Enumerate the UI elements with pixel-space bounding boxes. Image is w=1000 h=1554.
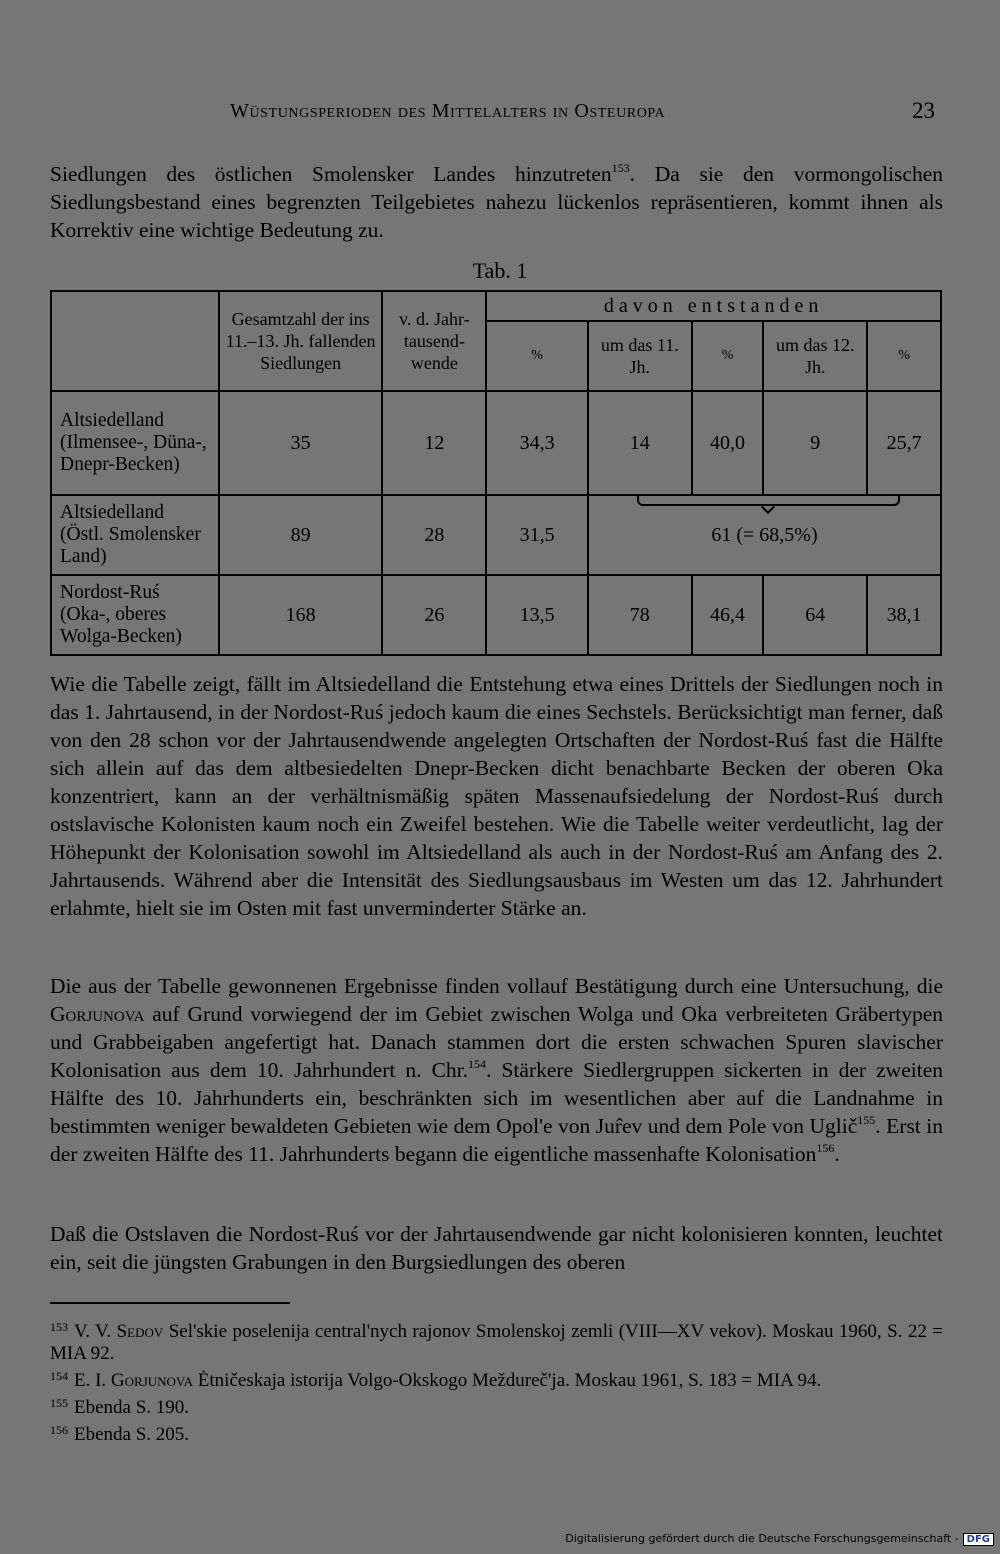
corner-cell xyxy=(51,291,219,391)
header-percent: % xyxy=(692,321,764,391)
footnote xyxy=(50,1392,943,1419)
cell-pct-11th: 40,0 xyxy=(692,391,764,495)
paragraph-text: . Da sie den vormongolischen Siedlungsbestand eines begrenzten Teilgebietes nahezu lückenlos repräsentieren, kommt ihnen als Korrektiv eine wichtige Bedeutung zu. xyxy=(50,162,943,242)
footnote-ref[interactable]: 153 xyxy=(611,161,630,175)
cell-pct-12th: 38,1 xyxy=(867,575,941,655)
page-number: 23 xyxy=(912,98,935,123)
cell-total: 35 xyxy=(219,391,383,495)
cell-before: 26 xyxy=(382,575,486,655)
cell-pct-12th: 25,7 xyxy=(867,391,941,495)
author-name: Gorjunova xyxy=(50,1002,145,1026)
cell-12th: 9 xyxy=(763,391,867,495)
footnote xyxy=(50,1365,943,1392)
combined-value: 61 (= 68,5%) xyxy=(711,524,818,546)
header-percent: % xyxy=(867,321,941,391)
footnote-ref[interactable]: 154 xyxy=(468,1057,487,1071)
cell-pct-11th: 46,4 xyxy=(692,575,764,655)
footnote-text: Sel'skie poselenija central'nych rajonov Smolenskoj zemli (VIII—XV vekov). Moskau 1960, S. 22 = MIA 92. xyxy=(50,1321,944,1364)
cell-12th: 64 xyxy=(763,575,867,655)
settlement-table xyxy=(50,290,942,656)
running-header xyxy=(0,100,1000,130)
cell-pct-before: 34,3 xyxy=(486,391,588,495)
cell-pct-before: 31,5 xyxy=(486,495,588,575)
footnotes xyxy=(50,1316,943,1446)
table-caption: Tab. 1 xyxy=(472,258,528,283)
cell-11th: 14 xyxy=(588,391,692,495)
footnote-ref[interactable]: 156 xyxy=(816,1141,835,1155)
footnote-author: E. I. Gorjunova xyxy=(74,1370,194,1391)
footnote-mark: 154 xyxy=(50,1369,68,1383)
table-row xyxy=(51,495,941,575)
cell-total: 168 xyxy=(219,575,383,655)
cell-pct-before: 13,5 xyxy=(486,575,588,655)
row-region: Altsiedelland (Ilmensee-, Düna-, Dnepr-Becken) xyxy=(51,391,219,495)
paragraph-text: . Erst in der zweiten Hälfte des 11. Jahrhunderts begann die eigentliche massenhafte Kolonisation xyxy=(50,1114,943,1166)
footnote-mark: 153 xyxy=(50,1320,68,1334)
cell-total: 89 xyxy=(219,495,383,575)
header-before-millennium: v. d. Jahr-tausend-wende xyxy=(382,291,486,391)
credit-text: Digitalisierung gefördert durch die Deutsche Forschungsgemeinschaft - xyxy=(565,1532,959,1545)
footnote-text: Ebenda S. 190. xyxy=(74,1397,190,1418)
paragraph-1 xyxy=(50,160,943,244)
paragraph-text: . Stärkere Siedlergruppen sickerten in der zweiten Hälfte des 10. Jahrhunderts ein, beschränkten sich im wesentlichen aber auf die Landnahme in bestimmten weniger bewaldeten Gebieten wie dem Opol'e von Jur̂ev und dem Pole von Uglič xyxy=(50,1058,943,1138)
footnote-mark: 156 xyxy=(50,1423,68,1437)
cell-11th: 78 xyxy=(588,575,692,655)
header-total: Gesamtzahl der ins 11.–13. Jh. fallenden Siedlungen xyxy=(219,291,383,391)
header-percent: % xyxy=(486,321,588,391)
running-title: Wüstungsperioden des Mittelalters in Osteuropa xyxy=(230,100,666,122)
footnote-text: Ebenda S. 205. xyxy=(74,1424,190,1445)
footnote-mark: 155 xyxy=(50,1396,68,1410)
header-davon: davon entstanden xyxy=(486,291,941,321)
paragraph-text: Siedlungen des östlichen Smolensker Landes hinzutreten xyxy=(50,162,612,186)
header-11th-century: um das 11. Jh. xyxy=(588,321,692,391)
footnote-text: Ėtničeskaja istorija Volgo-Okskogo Meždureč'ja. Moskau 1961, S. 183 = MIA 94. xyxy=(193,1370,822,1391)
footnote-ref[interactable]: 155 xyxy=(857,1113,876,1127)
row-region: Nordost-Ruś (Oka-, oberes Wolga-Becken) xyxy=(51,575,219,655)
paragraph-text: . xyxy=(834,1142,840,1166)
cell-combined xyxy=(588,495,941,575)
paragraph-4: Daß die Ostslaven die Nordost-Ruś vor der Jahrtausendwende gar nicht kolonisieren konnten, leuchtet ein, seit die jüngsten Grabungen in den Burgsiedlungen des oberen xyxy=(50,1222,943,1274)
table-header-row xyxy=(51,291,941,321)
paragraph-text: Die aus der Tabelle gewonnenen Ergebnisse finden vollauf Bestätigung durch eine Untersuchung, die xyxy=(50,974,943,998)
footnote-author: V. V. Sedov xyxy=(74,1321,164,1342)
paragraph-2: Wie die Tabelle zeigt, fällt im Altsiedelland die Entstehung etwa eines Drittels der Siedlungen noch in das 1. Jahrtausend, in der Nordost-Ruś jedoch kaum die eines Sechstels. Berücksichtigt man ferner, daß von den 28 schon vor der Jahrtausendwende angelegten Ortschaften der Nordost-Ruś fast die Hälfte sich allein auf das dem altbesiedelten Dnepr-Becken dicht benachbarte Becken der oberen Oka konzentriert, kann an der verhältnismäßig späten Massenaufsiedelung der Nordost-Ruś durch ostslavische Kolonisten kaum noch ein Zweifel bestehen. Wie die Tabelle weiter verdeutlicht, lag der Höhepunkt der Kolonisation sowohl im Altsiedelland als auch in der Nordost-Ruś am Anfang des 2. Jahrtausends. Während aber die Intensität des Siedlungsausbaus im Westen um das 12. Jahrhundert erlahmte, hielt sie im Osten mit fast unverminderter Stärke an. xyxy=(50,672,943,920)
footnote xyxy=(50,1419,943,1446)
cell-before: 12 xyxy=(382,391,486,495)
footnote xyxy=(50,1316,943,1365)
table-row xyxy=(51,575,941,655)
header-12th-century: um das 12. Jh. xyxy=(763,321,867,391)
dfg-logo[interactable]: DFG xyxy=(963,1533,994,1546)
paragraph-text: auf Grund vorwiegend der im Gebiet zwischen Wolga und Oka verbreiteten Gräbertypen und Grabbeigaben angefertigt hat. Danach stammen dort die ersten schwachen Spuren slavischer Kolonisation aus dem 10. Jahrhundert n. Chr. xyxy=(50,1002,943,1082)
table-row xyxy=(51,391,941,495)
brace-tip xyxy=(761,500,775,514)
cell-before: 28 xyxy=(382,495,486,575)
brace-shape xyxy=(637,496,900,506)
paragraph-3 xyxy=(50,972,943,1168)
footnote-rule xyxy=(50,1302,290,1304)
digitization-credit xyxy=(565,1532,994,1546)
row-region: Altsiedelland (Östl. Smolensker Land) xyxy=(51,495,219,575)
